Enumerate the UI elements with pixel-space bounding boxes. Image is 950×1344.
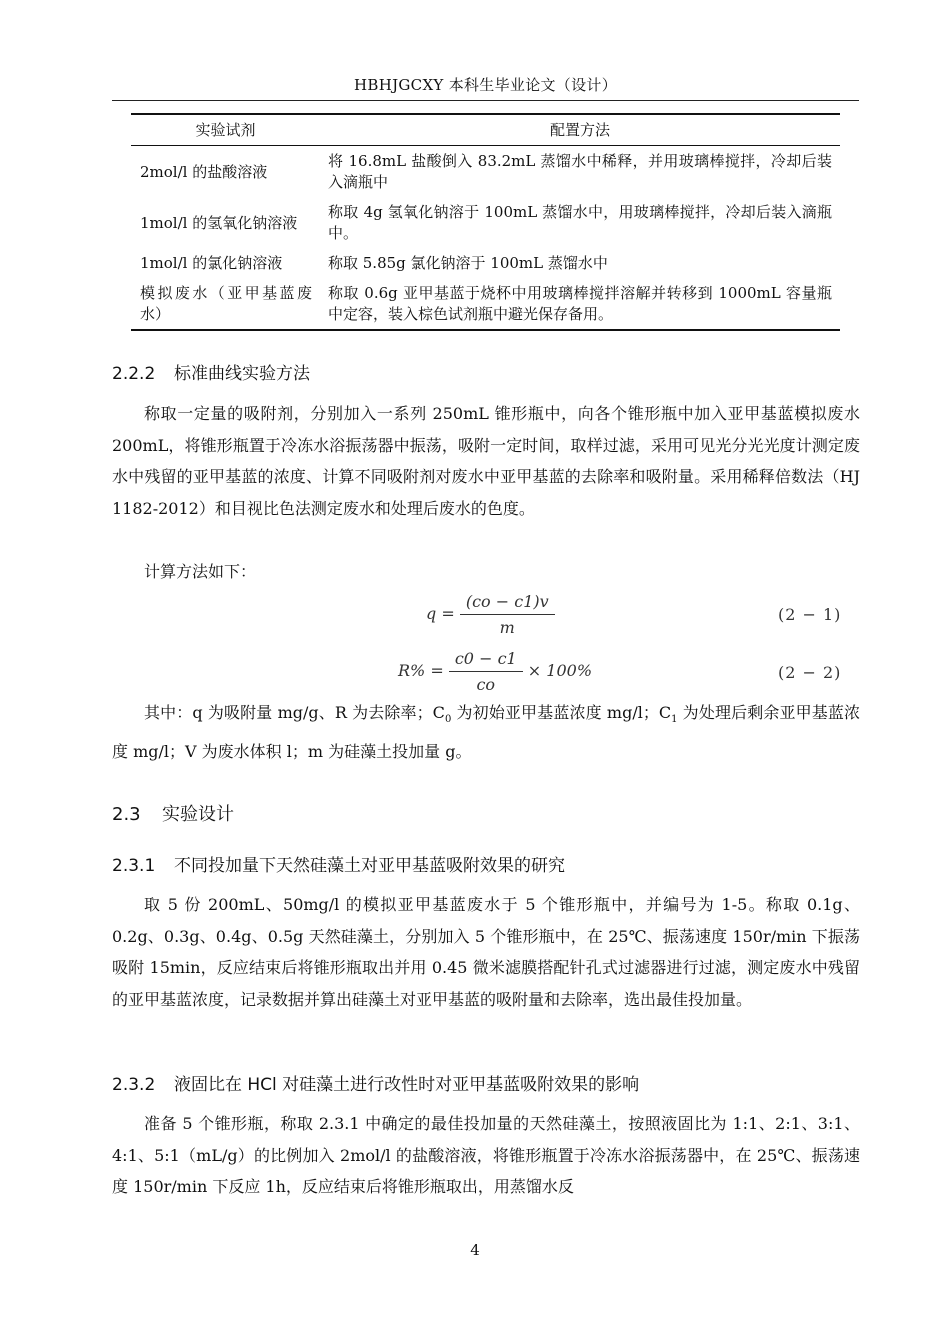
section-number: 2.3.2 [112,1075,156,1095]
equation-fraction [460,592,555,637]
variables-text-b: 为初始亚甲基蓝浓度 mg/l；C [451,703,672,722]
section-number: 2.2.2 [112,364,156,384]
section-title: 实验设计 [162,804,234,825]
col-header-method: 配置方法 [320,114,840,146]
reagent-cell: 2mol/l 的盐酸溶液 [140,162,268,181]
reagent-cell: 1mol/l 的氢氧化钠溶液 [140,213,298,232]
equation-denominator: m [499,618,515,637]
subscript-1: 1 [671,714,678,726]
paragraph-variables [112,697,860,767]
section-number: 2.3 [112,804,141,825]
subscript-0: 0 [444,714,452,726]
equation-lhs: R% = [398,661,444,680]
reagent-cell: 模拟废水（亚甲基蓝废水） [131,278,320,330]
paragraph-dosage: 取 5 份 200mL、50mg/l 的模拟亚甲基蓝废水于 5 个锥形瓶中，并编号为 1-5。称取 0.1g、0.2g、0.3g、0.4g、0.5g 天然硅藻土，分别加入 5 个锥形瓶中，在 25℃、振荡速度 150r/min 下振荡吸附 15min，反应结束后将锥形瓶取出并用 0.45 微米滤膜搭配针孔式过滤器进行过滤，测定废水中残留的亚甲基蓝浓度，记录数据并算出硅藻土对亚甲基蓝的吸附量和去除率，选出最佳投加量。 [112,895,860,1009]
equation-fraction [449,649,523,694]
equation-label-2-1: (2 − 1) [778,605,842,624]
reagent-table [131,113,840,331]
equation-2-2 [398,649,592,694]
section-number: 2.3.1 [112,856,156,876]
section-heading-2-3 [112,800,234,826]
page-number: 4 [470,1241,480,1259]
running-header: HBHJGCXY 本科生毕业论文（设计） [353,76,617,94]
paragraph-liquid-solid: 准备 5 个锥形瓶，称取 2.3.1 中确定的最佳投加量的天然硅藻土，按照液固比为 1:1、2:1、3:1、4:1、5:1（mL/g）的比例加入 2mol/l 的盐酸溶液，将锥形瓶置于冷冻水浴振荡器中，在 25℃、振荡速度 150r/min 下反应 1h，反应结束后将锥形瓶取出，用蒸馏水反 [112,1114,860,1197]
method-cell: 称取 5.85g 氯化钠溶于 100mL 蒸馏水中 [328,254,608,272]
equation-2-1 [426,592,555,637]
section-heading-2-3-1 [112,851,565,876]
table-header-row [131,114,840,146]
table-row [131,278,840,330]
section-title: 不同投加量下天然硅藻土对亚甲基蓝吸附效果的研究 [174,856,565,876]
section-title: 液固比在 HCl 对硅藻土进行改性时对亚甲基蓝吸附效果的影响 [174,1075,640,1095]
variables-text-a: 其中：q 为吸附量 mg/g、R 为去除率；C [144,703,445,722]
reagent-cell: 1mol/l 的氯化钠溶液 [140,254,283,272]
section-heading-2-2-2 [112,359,310,384]
equation-tail: × 100% [527,661,593,680]
paragraph-method: 称取一定量的吸附剂，分别加入一系列 250mL 锥形瓶中，向各个锥形瓶中加入亚甲基蓝模拟废水 200mL，将锥形瓶置于冷冻水浴振荡器中振荡，吸附一定时间，取样过滤，采用可见光分光光度计测定废水中残留的亚甲基蓝的浓度、计算不同吸附剂对废水中亚甲基蓝的去除率和吸附量。采用稀释倍数法（HJ 1182-2012）和目视比色法测定废水和处理后废水的色度。 [112,404,860,518]
col-header-reagent: 实验试剂 [131,114,320,146]
equation-numerator: c0 − c1 [449,649,523,672]
method-cell: 称取 4g 氢氧化钠溶于 100mL 蒸馏水中，用玻璃棒搅拌，冷却后装入滴瓶中。 [328,203,832,242]
header-rule [112,100,859,101]
equation-denominator: co [476,675,496,694]
paragraph-calc-intro: 计算方法如下： [144,562,257,581]
method-cell: 称取 0.6g 亚甲基蓝于烧杯中用玻璃棒搅拌溶解并转移到 1000mL 容量瓶中定容，装入棕色试剂瓶中避光保存备用。 [320,278,840,330]
equation-numerator: (co − c1)v [460,592,555,615]
table-row [131,248,840,278]
equation-label-2-2: (2 − 2) [778,663,842,682]
section-title: 标准曲线实验方法 [174,364,310,384]
table-row [131,146,840,198]
method-cell: 将 16.8mL 盐酸倒入 83.2mL 蒸馏水中稀释，并用玻璃棒搅拌，冷却后装入滴瓶中 [328,152,832,191]
variables-text-c: 为处理后剩余亚甲基蓝浓度 mg/l；V 为废水体积 l；m 为硅藻土投加量 g。 [112,703,860,761]
equation-lhs: q = [426,604,455,623]
section-heading-2-3-2 [112,1070,639,1095]
table-row [131,197,840,248]
